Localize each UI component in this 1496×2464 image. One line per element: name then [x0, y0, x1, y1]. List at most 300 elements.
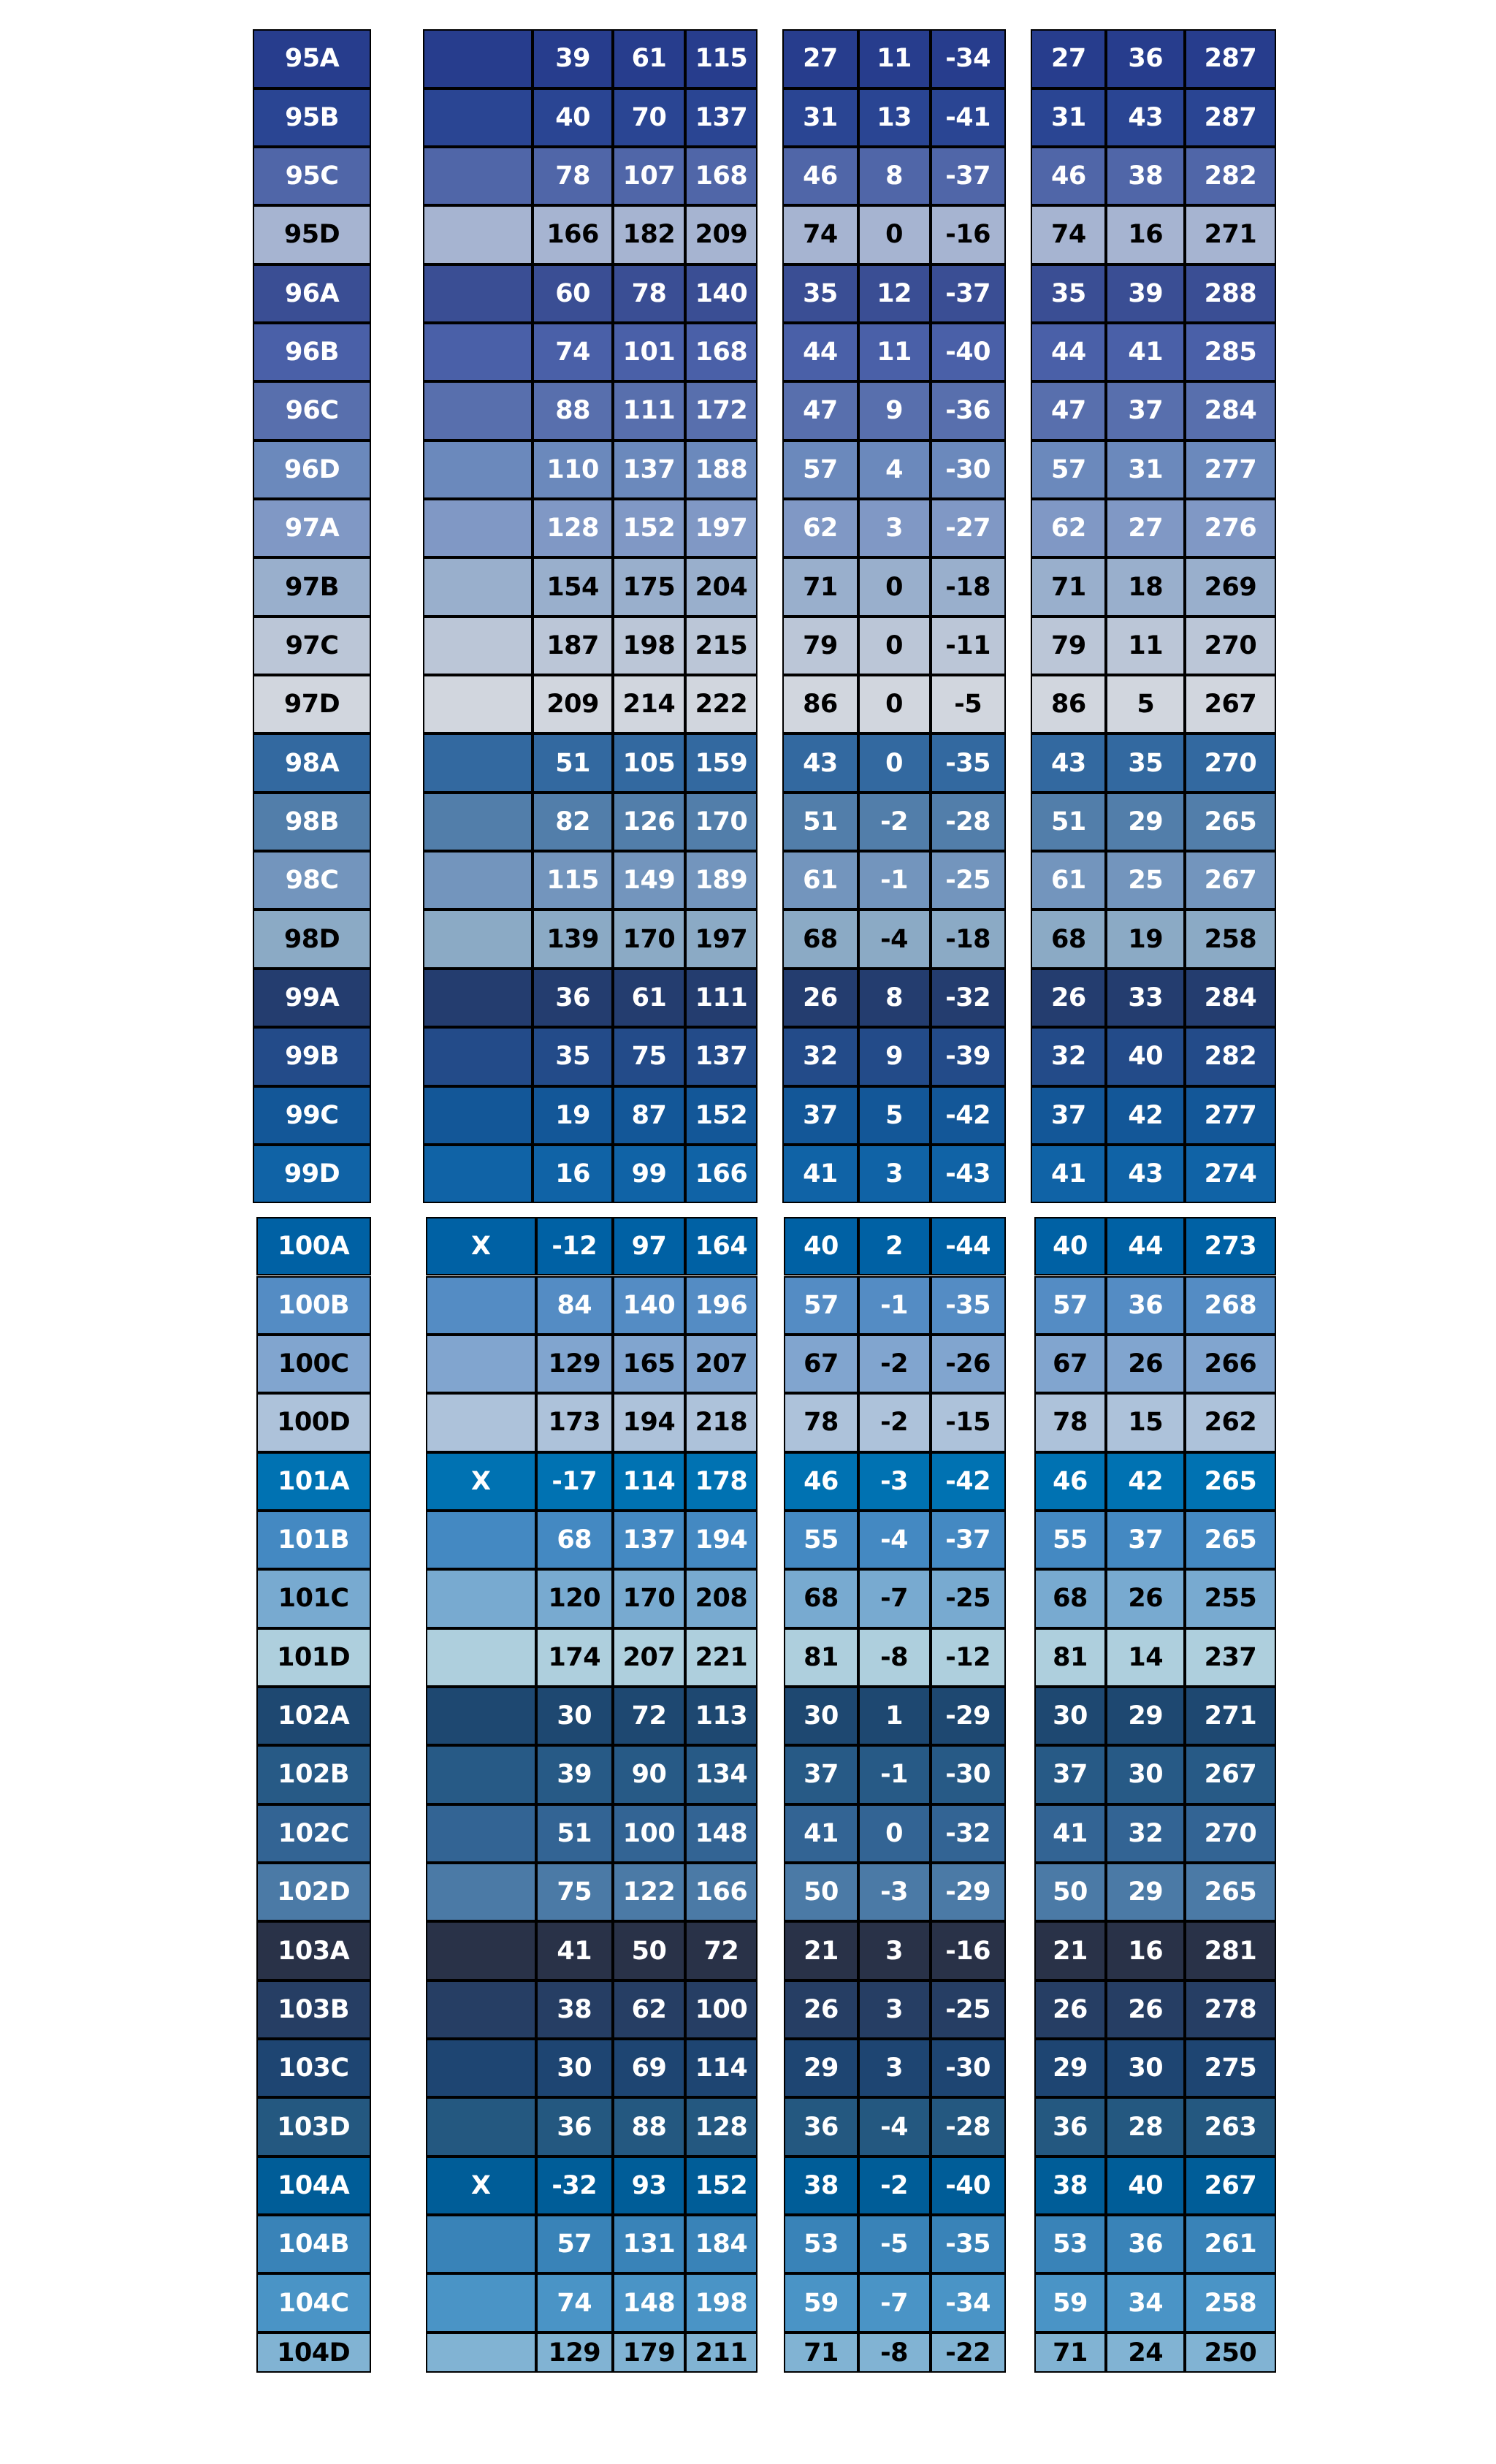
lab-b-cell: -16	[931, 205, 1006, 264]
rgb-b-cell: 209	[685, 205, 757, 264]
rgb-r-cell: 57	[536, 2215, 613, 2273]
lab-l-cell: 40	[784, 1217, 858, 1275]
lch-c-cell: 24	[1106, 2333, 1185, 2373]
lch-h-cell: 275	[1185, 2039, 1276, 2097]
color-code-cell: 96D	[253, 440, 370, 499]
rgb-b-cell: 184	[685, 2215, 757, 2273]
lab-l-cell: 44	[782, 323, 858, 381]
lab-b-cell: -30	[931, 1745, 1006, 1804]
lab-a-cell: -7	[858, 2273, 931, 2332]
color-swatch-cell: X	[426, 1217, 536, 1275]
lch-l-cell: 41	[1034, 1804, 1107, 1863]
rgb-r-cell: 209	[533, 675, 613, 733]
lab-a-cell: 8	[858, 147, 931, 205]
lab-a-cell: 0	[858, 557, 931, 616]
rgb-b-cell: 164	[685, 1217, 757, 1275]
lab-l-cell: 46	[784, 1452, 858, 1511]
rgb-b-cell: 215	[685, 617, 757, 675]
lch-l-cell: 38	[1034, 2156, 1107, 2215]
lab-a-cell: 3	[858, 1980, 931, 2039]
lab-b-cell: -18	[931, 909, 1006, 968]
lab-b-cell: -29	[931, 1863, 1006, 1921]
lch-c-cell: 42	[1106, 1452, 1185, 1511]
rgb-g-cell: 107	[613, 147, 685, 205]
color-code-cell: 98C	[253, 851, 370, 909]
lab-l-cell: 74	[782, 205, 858, 264]
lch-h-cell: 287	[1185, 29, 1276, 88]
color-code-cell: 104C	[256, 2273, 371, 2332]
rgb-b-cell: 166	[685, 1145, 757, 1203]
rgb-b-cell: 100	[685, 1980, 757, 2039]
color-code-cell: 98A	[253, 733, 370, 792]
lch-c-cell: 25	[1106, 851, 1185, 909]
color-code-cell: 95B	[253, 88, 370, 147]
lch-c-cell: 39	[1106, 264, 1185, 323]
rgb-g-cell: 170	[613, 1569, 685, 1628]
lch-l-cell: 86	[1031, 675, 1106, 733]
color-swatch-cell: X	[426, 1452, 536, 1511]
color-code-cell: 103D	[256, 2097, 371, 2156]
lch-c-cell: 32	[1106, 1804, 1185, 1863]
rgb-r-cell: 74	[536, 2273, 613, 2332]
rgb-b-cell: 111	[685, 969, 757, 1027]
color-swatch-cell	[423, 617, 533, 675]
rgb-b-cell: 168	[685, 323, 757, 381]
lab-b-cell: -30	[931, 440, 1006, 499]
rgb-r-cell: 68	[536, 1511, 613, 1569]
lab-l-cell: 26	[784, 1980, 858, 2039]
lab-l-cell: 26	[782, 969, 858, 1027]
lab-b-cell: -44	[931, 1217, 1006, 1275]
lch-c-cell: 36	[1106, 29, 1185, 88]
lab-b-cell: -40	[931, 2156, 1006, 2215]
lch-l-cell: 47	[1031, 381, 1106, 440]
lch-h-cell: 278	[1185, 1980, 1276, 2039]
rgb-g-cell: 179	[613, 2333, 685, 2373]
color-swatch-cell	[423, 733, 533, 792]
lab-l-cell: 86	[782, 675, 858, 733]
lch-c-cell: 27	[1106, 499, 1185, 557]
color-swatch-cell	[426, 1863, 536, 1921]
lab-a-cell: -7	[858, 1569, 931, 1628]
lch-l-cell: 59	[1034, 2273, 1107, 2332]
color-code-cell: 102B	[256, 1745, 371, 1804]
rgb-g-cell: 100	[613, 1804, 685, 1863]
lab-a-cell: 4	[858, 440, 931, 499]
lab-l-cell: 68	[782, 909, 858, 968]
color-swatch-cell: X	[426, 2156, 536, 2215]
lab-l-cell: 59	[784, 2273, 858, 2332]
rgb-b-cell: 152	[685, 2156, 757, 2215]
color-code-cell: 101B	[256, 1511, 371, 1569]
rgb-g-cell: 87	[613, 1086, 685, 1145]
color-swatch-cell	[423, 793, 533, 851]
color-code-cell: 103C	[256, 2039, 371, 2097]
color-code-cell: 96C	[253, 381, 370, 440]
lab-b-cell: -22	[931, 2333, 1006, 2373]
lab-a-cell: -8	[858, 1628, 931, 1687]
lch-c-cell: 41	[1106, 323, 1185, 381]
rgb-b-cell: 222	[685, 675, 757, 733]
rgb-b-cell: 196	[685, 1276, 757, 1335]
color-swatch-cell	[426, 1276, 536, 1335]
rgb-r-cell: 115	[533, 851, 613, 909]
lch-l-cell: 31	[1031, 88, 1106, 147]
lab-b-cell: -43	[931, 1145, 1006, 1203]
lch-c-cell: 19	[1106, 909, 1185, 968]
color-swatch-cell	[423, 147, 533, 205]
color-swatch-cell	[423, 88, 533, 147]
lch-c-cell: 40	[1106, 2156, 1185, 2215]
rgb-b-cell: 137	[685, 1027, 757, 1086]
lch-h-cell: 262	[1185, 1393, 1276, 1452]
rgb-r-cell: 75	[536, 1863, 613, 1921]
lab-b-cell: -15	[931, 1393, 1006, 1452]
color-code-cell: 99D	[253, 1145, 370, 1203]
color-code-cell: 103A	[256, 1921, 371, 1980]
lab-b-cell: -41	[931, 88, 1006, 147]
rgb-r-cell: 187	[533, 617, 613, 675]
lch-c-cell: 34	[1106, 2273, 1185, 2332]
lab-b-cell: -30	[931, 2039, 1006, 2097]
lch-l-cell: 57	[1031, 440, 1106, 499]
rgb-g-cell: 149	[613, 851, 685, 909]
lab-l-cell: 46	[782, 147, 858, 205]
lch-h-cell: 263	[1185, 2097, 1276, 2156]
lab-a-cell: -3	[858, 1863, 931, 1921]
rgb-g-cell: 140	[613, 1276, 685, 1335]
rgb-b-cell: 221	[685, 1628, 757, 1687]
color-swatch-cell	[423, 557, 533, 616]
lab-l-cell: 57	[782, 440, 858, 499]
rgb-r-cell: 38	[536, 1980, 613, 2039]
lch-h-cell: 255	[1185, 1569, 1276, 1628]
lch-c-cell: 38	[1106, 147, 1185, 205]
lab-l-cell: 71	[784, 2333, 858, 2373]
color-swatch-cell	[423, 381, 533, 440]
lab-b-cell: -28	[931, 2097, 1006, 2156]
rgb-b-cell: 178	[685, 1452, 757, 1511]
lab-l-cell: 79	[782, 617, 858, 675]
lch-h-cell: 250	[1185, 2333, 1276, 2373]
lch-l-cell: 62	[1031, 499, 1106, 557]
lch-l-cell: 51	[1031, 793, 1106, 851]
lab-b-cell: -37	[931, 147, 1006, 205]
rgb-b-cell: 148	[685, 1804, 757, 1863]
lab-b-cell: -26	[931, 1335, 1006, 1393]
rgb-r-cell: 60	[533, 264, 613, 323]
lab-a-cell: 9	[858, 381, 931, 440]
lab-a-cell: 0	[858, 205, 931, 264]
rgb-b-cell: 134	[685, 1745, 757, 1804]
rgb-r-cell: 36	[533, 969, 613, 1027]
lab-l-cell: 31	[782, 88, 858, 147]
lch-l-cell: 29	[1034, 2039, 1107, 2097]
color-code-cell: 102A	[256, 1687, 371, 1745]
color-swatch-cell	[423, 851, 533, 909]
rgb-b-cell: 128	[685, 2097, 757, 2156]
lch-h-cell: 267	[1185, 851, 1276, 909]
lch-c-cell: 29	[1106, 1863, 1185, 1921]
rgb-g-cell: 114	[613, 1452, 685, 1511]
lch-l-cell: 35	[1031, 264, 1106, 323]
lab-b-cell: -18	[931, 557, 1006, 616]
rgb-g-cell: 90	[613, 1745, 685, 1804]
lch-l-cell: 21	[1034, 1921, 1107, 1980]
lch-c-cell: 14	[1106, 1628, 1185, 1687]
color-code-cell: 102D	[256, 1863, 371, 1921]
lch-h-cell: 237	[1185, 1628, 1276, 1687]
lab-a-cell: -5	[858, 2215, 931, 2273]
rgb-b-cell: 115	[685, 29, 757, 88]
rgb-r-cell: 36	[536, 2097, 613, 2156]
lch-c-cell: 28	[1106, 2097, 1185, 2156]
lab-b-cell: -27	[931, 499, 1006, 557]
color-swatch-cell	[423, 323, 533, 381]
lch-l-cell: 79	[1031, 617, 1106, 675]
lab-a-cell: -8	[858, 2333, 931, 2373]
lch-c-cell: 26	[1106, 1980, 1185, 2039]
lch-c-cell: 43	[1106, 88, 1185, 147]
lch-l-cell: 30	[1034, 1687, 1107, 1745]
color-swatch-cell	[423, 1145, 533, 1203]
lch-h-cell: 276	[1185, 499, 1276, 557]
rgb-b-cell: 197	[685, 909, 757, 968]
rgb-r-cell: 166	[533, 205, 613, 264]
lab-a-cell: -2	[858, 1335, 931, 1393]
lab-l-cell: 62	[782, 499, 858, 557]
rgb-r-cell: -12	[536, 1217, 613, 1275]
rgb-r-cell: 41	[536, 1921, 613, 1980]
color-swatch-cell	[426, 1745, 536, 1804]
lch-l-cell: 46	[1031, 147, 1106, 205]
lch-h-cell: 274	[1185, 1145, 1276, 1203]
lab-a-cell: -4	[858, 1511, 931, 1569]
lab-a-cell: 1	[858, 1687, 931, 1745]
lch-l-cell: 68	[1031, 909, 1106, 968]
lch-l-cell: 37	[1031, 1086, 1106, 1145]
rgb-r-cell: 120	[536, 1569, 613, 1628]
color-swatch-cell	[423, 675, 533, 733]
lab-b-cell: -42	[931, 1086, 1006, 1145]
rgb-b-cell: 207	[685, 1335, 757, 1393]
rgb-r-cell: 82	[533, 793, 613, 851]
rgb-b-cell: 140	[685, 264, 757, 323]
rgb-g-cell: 175	[613, 557, 685, 616]
lch-h-cell: 271	[1185, 205, 1276, 264]
rgb-b-cell: 218	[685, 1393, 757, 1452]
lab-a-cell: 0	[858, 617, 931, 675]
lch-h-cell: 258	[1185, 909, 1276, 968]
lch-h-cell: 277	[1185, 440, 1276, 499]
lab-a-cell: -4	[858, 2097, 931, 2156]
rgb-g-cell: 148	[613, 2273, 685, 2332]
rgb-b-cell: 172	[685, 381, 757, 440]
lch-h-cell: 267	[1185, 2156, 1276, 2215]
color-code-cell: 101C	[256, 1569, 371, 1628]
lch-l-cell: 55	[1034, 1511, 1107, 1569]
color-swatch-cell	[423, 264, 533, 323]
lab-l-cell: 67	[784, 1335, 858, 1393]
lab-b-cell: -39	[931, 1027, 1006, 1086]
lch-h-cell: 267	[1185, 675, 1276, 733]
rgb-g-cell: 194	[613, 1393, 685, 1452]
rgb-g-cell: 72	[613, 1687, 685, 1745]
lch-l-cell: 78	[1034, 1393, 1107, 1452]
lab-a-cell: 8	[858, 969, 931, 1027]
lab-b-cell: -34	[931, 29, 1006, 88]
lch-h-cell: 282	[1185, 1027, 1276, 1086]
rgb-b-cell: 208	[685, 1569, 757, 1628]
lab-a-cell: -1	[858, 1745, 931, 1804]
rgb-r-cell: 30	[536, 2039, 613, 2097]
color-swatch-cell	[423, 1027, 533, 1086]
lch-c-cell: 35	[1106, 733, 1185, 792]
color-swatch-cell	[426, 1804, 536, 1863]
color-code-cell: 97A	[253, 499, 370, 557]
lch-l-cell: 32	[1031, 1027, 1106, 1086]
color-swatch-cell	[426, 1393, 536, 1452]
rgb-g-cell: 165	[613, 1335, 685, 1393]
rgb-g-cell: 69	[613, 2039, 685, 2097]
lch-h-cell: 281	[1185, 1921, 1276, 1980]
rgb-r-cell: 19	[533, 1086, 613, 1145]
rgb-r-cell: 74	[533, 323, 613, 381]
lab-a-cell: 2	[858, 1217, 931, 1275]
rgb-r-cell: 88	[533, 381, 613, 440]
lch-c-cell: 43	[1106, 1145, 1185, 1203]
lab-l-cell: 27	[782, 29, 858, 88]
lch-c-cell: 29	[1106, 1687, 1185, 1745]
lch-c-cell: 5	[1106, 675, 1185, 733]
color-swatch-cell	[426, 1628, 536, 1687]
lch-h-cell: 265	[1185, 1511, 1276, 1569]
color-swatch-cell	[426, 2273, 536, 2332]
lch-l-cell: 46	[1034, 1452, 1107, 1511]
lab-b-cell: -25	[931, 1980, 1006, 2039]
rgb-r-cell: 39	[533, 29, 613, 88]
color-code-cell: 95A	[253, 29, 370, 88]
rgb-g-cell: 97	[613, 1217, 685, 1275]
lab-l-cell: 68	[784, 1569, 858, 1628]
lab-a-cell: 3	[858, 499, 931, 557]
color-swatch-cell	[423, 1086, 533, 1145]
lab-l-cell: 29	[784, 2039, 858, 2097]
rgb-r-cell: 129	[536, 2333, 613, 2373]
lab-b-cell: -34	[931, 2273, 1006, 2332]
lab-a-cell: -2	[858, 2156, 931, 2215]
lch-c-cell: 31	[1106, 440, 1185, 499]
lab-a-cell: -2	[858, 793, 931, 851]
rgb-g-cell: 62	[613, 1980, 685, 2039]
lab-a-cell: -2	[858, 1393, 931, 1452]
rgb-g-cell: 50	[613, 1921, 685, 1980]
rgb-r-cell: 174	[536, 1628, 613, 1687]
rgb-g-cell: 75	[613, 1027, 685, 1086]
lab-a-cell: 11	[858, 323, 931, 381]
lab-a-cell: 3	[858, 1921, 931, 1980]
lch-l-cell: 26	[1031, 969, 1106, 1027]
rgb-b-cell: 194	[685, 1511, 757, 1569]
color-code-cell: 97C	[253, 617, 370, 675]
rgb-r-cell: 154	[533, 557, 613, 616]
rgb-r-cell: 129	[536, 1335, 613, 1393]
rgb-r-cell: -17	[536, 1452, 613, 1511]
lab-b-cell: -11	[931, 617, 1006, 675]
lch-c-cell: 29	[1106, 793, 1185, 851]
lab-l-cell: 78	[784, 1393, 858, 1452]
color-code-cell: 97D	[253, 675, 370, 733]
lch-l-cell: 27	[1031, 29, 1106, 88]
rgb-r-cell: 51	[533, 733, 613, 792]
lab-l-cell: 37	[784, 1745, 858, 1804]
rgb-g-cell: 198	[613, 617, 685, 675]
rgb-b-cell: 72	[685, 1921, 757, 1980]
rgb-b-cell: 168	[685, 147, 757, 205]
rgb-g-cell: 111	[613, 381, 685, 440]
rgb-b-cell: 211	[685, 2333, 757, 2373]
lch-h-cell: 270	[1185, 617, 1276, 675]
color-swatch-cell	[423, 440, 533, 499]
lch-l-cell: 50	[1034, 1863, 1107, 1921]
lab-a-cell: 0	[858, 1804, 931, 1863]
lab-b-cell: -12	[931, 1628, 1006, 1687]
lch-c-cell: 36	[1106, 2215, 1185, 2273]
lch-h-cell: 282	[1185, 147, 1276, 205]
color-code-cell: 103B	[256, 1980, 371, 2039]
color-swatch-cell	[426, 2333, 536, 2373]
rgb-b-cell: 198	[685, 2273, 757, 2332]
lab-a-cell: -1	[858, 1276, 931, 1335]
rgb-b-cell: 159	[685, 733, 757, 792]
lab-b-cell: -35	[931, 1276, 1006, 1335]
lab-l-cell: 81	[784, 1628, 858, 1687]
lch-l-cell: 68	[1034, 1569, 1107, 1628]
lab-l-cell: 50	[784, 1863, 858, 1921]
lch-l-cell: 41	[1031, 1145, 1106, 1203]
rgb-g-cell: 126	[613, 793, 685, 851]
rgb-g-cell: 105	[613, 733, 685, 792]
lab-a-cell: 0	[858, 675, 931, 733]
lab-a-cell: 13	[858, 88, 931, 147]
lch-l-cell: 71	[1031, 557, 1106, 616]
lch-h-cell: 258	[1185, 2273, 1276, 2332]
lch-l-cell: 26	[1034, 1980, 1107, 2039]
lab-l-cell: 71	[782, 557, 858, 616]
lab-l-cell: 32	[782, 1027, 858, 1086]
lch-h-cell: 265	[1185, 793, 1276, 851]
lab-b-cell: -32	[931, 969, 1006, 1027]
lab-l-cell: 47	[782, 381, 858, 440]
rgb-b-cell: 204	[685, 557, 757, 616]
color-code-cell: 96B	[253, 323, 370, 381]
color-code-cell: 100B	[256, 1276, 371, 1335]
lch-c-cell: 42	[1106, 1086, 1185, 1145]
color-swatch-cell	[423, 205, 533, 264]
rgb-r-cell: 40	[533, 88, 613, 147]
lab-l-cell: 30	[784, 1687, 858, 1745]
lch-c-cell: 30	[1106, 1745, 1185, 1804]
lch-c-cell: 18	[1106, 557, 1185, 616]
color-code-cell: 99A	[253, 969, 370, 1027]
rgb-g-cell: 61	[613, 29, 685, 88]
lab-b-cell: -16	[931, 1921, 1006, 1980]
lab-l-cell: 61	[782, 851, 858, 909]
rgb-g-cell: 152	[613, 499, 685, 557]
rgb-g-cell: 70	[613, 88, 685, 147]
lch-l-cell: 81	[1034, 1628, 1107, 1687]
rgb-g-cell: 93	[613, 2156, 685, 2215]
